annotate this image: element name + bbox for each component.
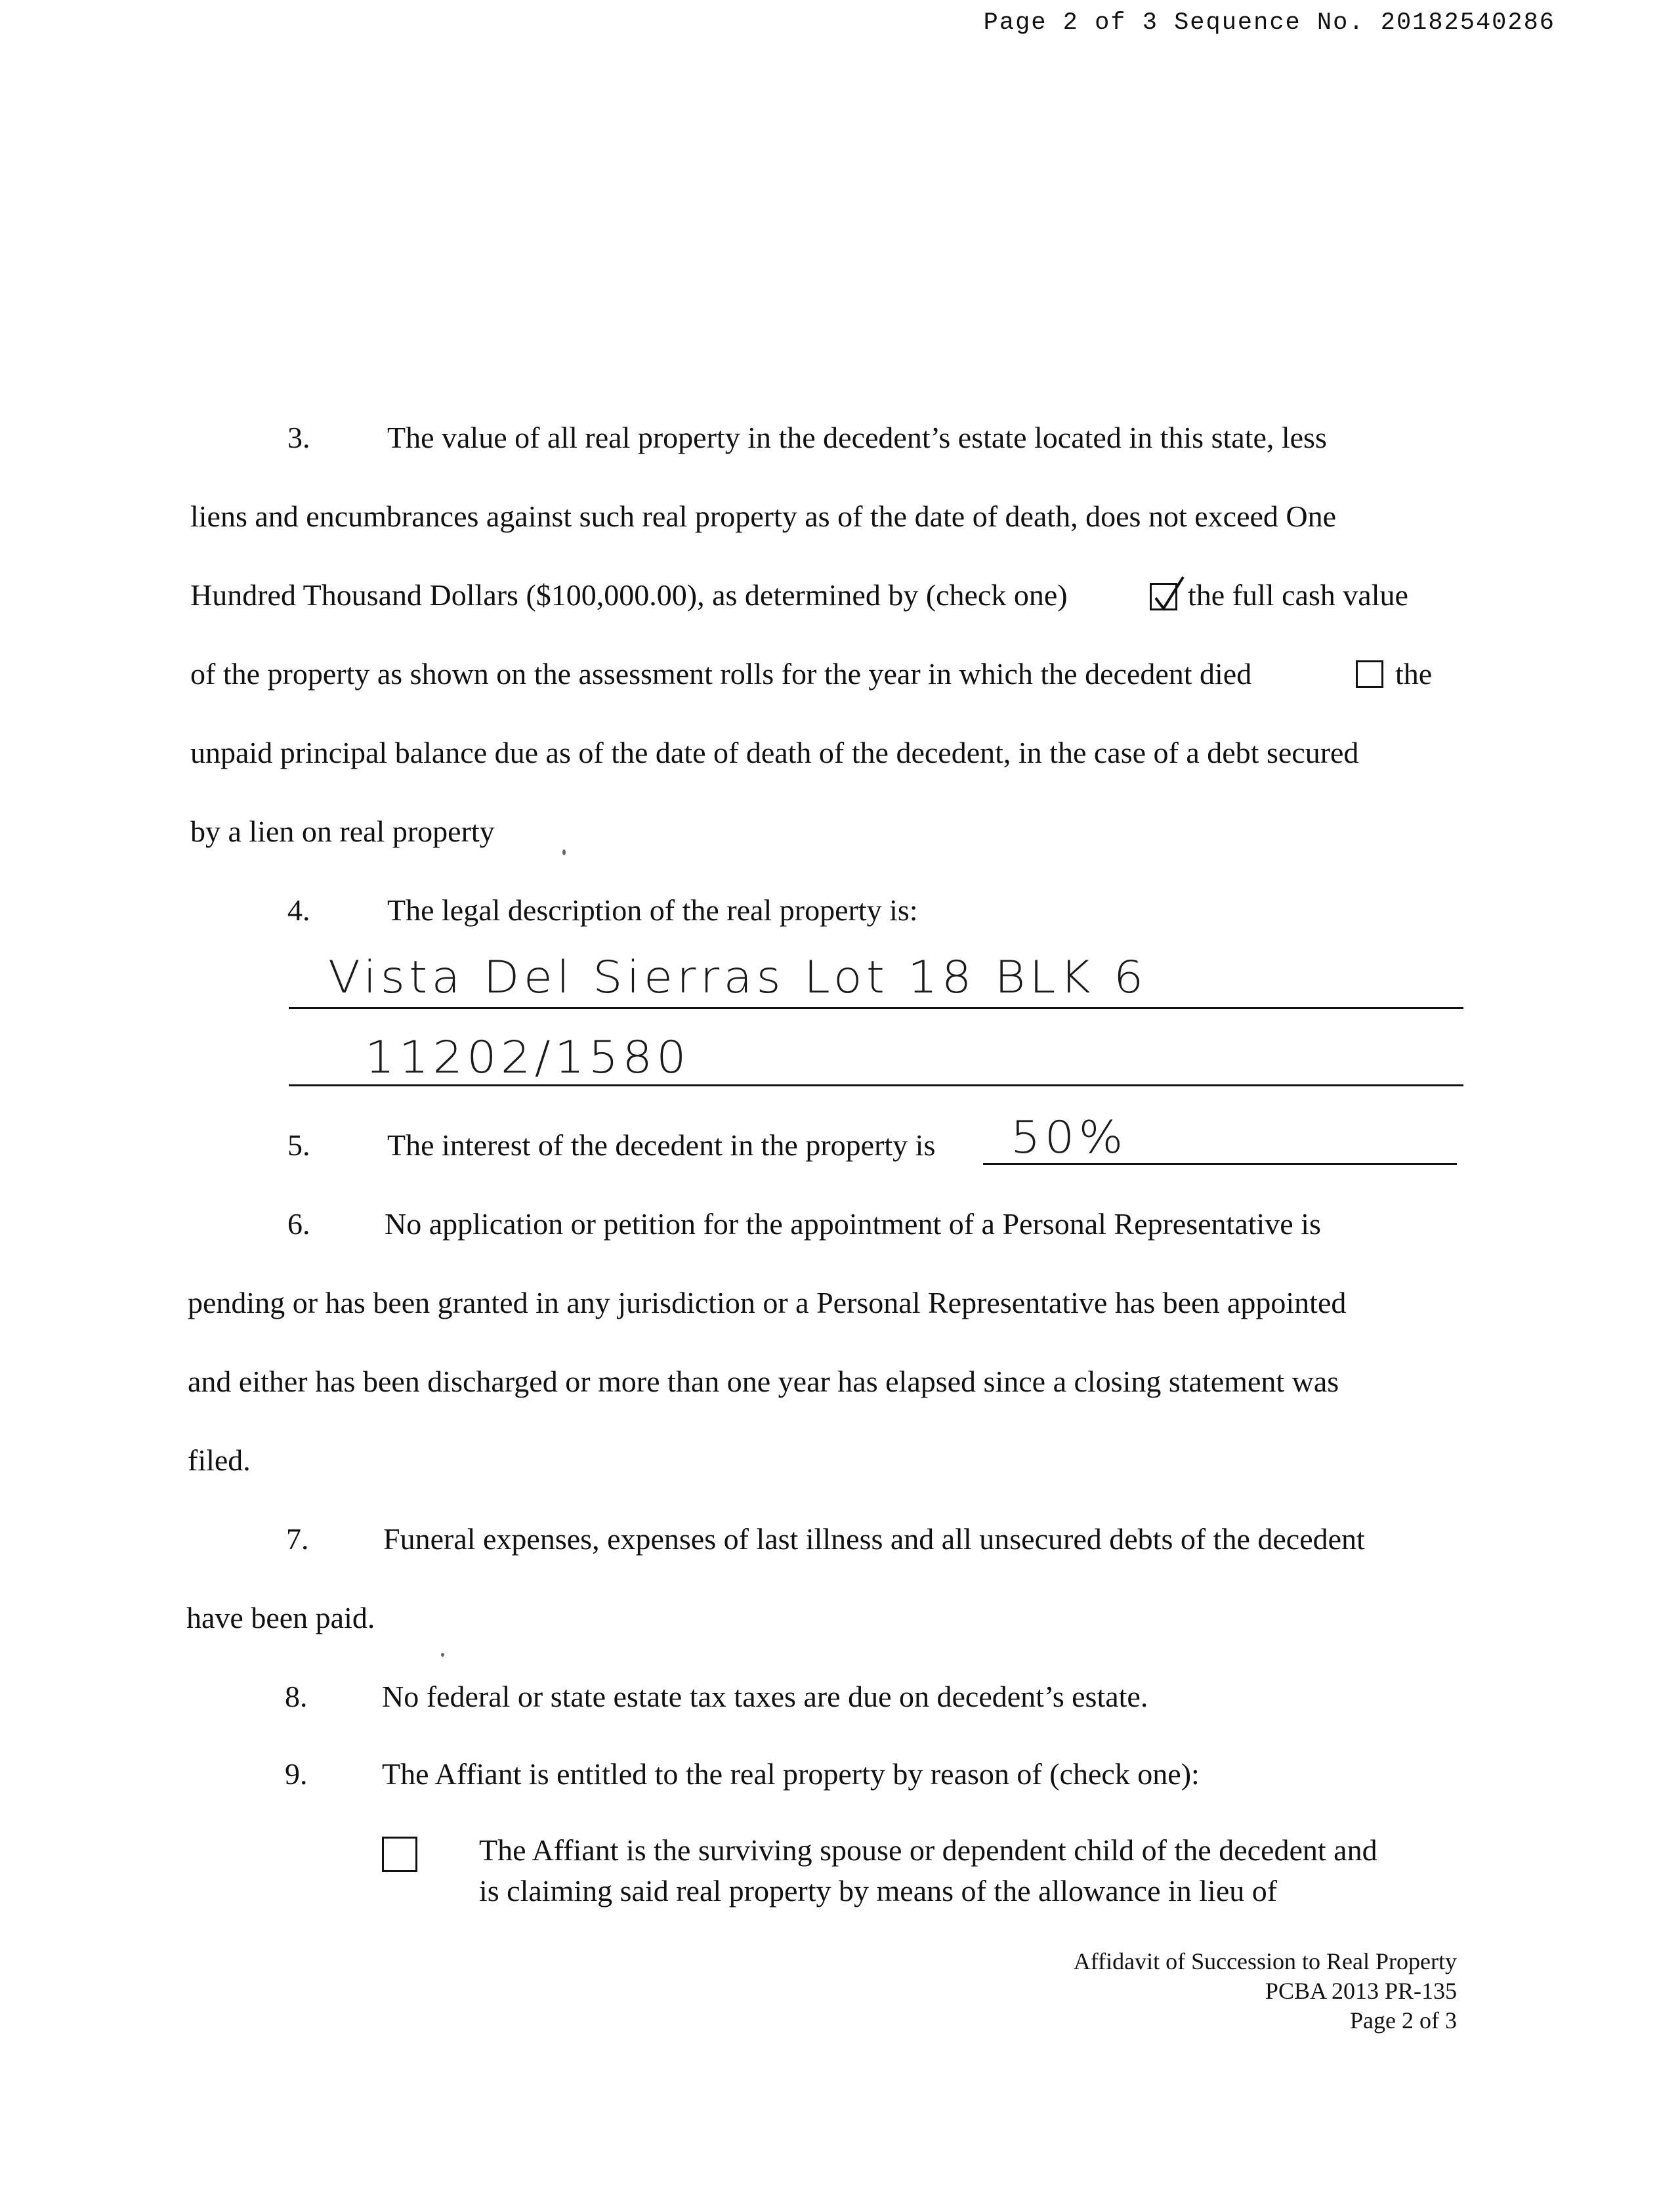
legal-description-rule-2 [289, 1084, 1463, 1086]
para9-number: 9. [285, 1757, 308, 1791]
form-footer [1074, 1947, 1457, 2035]
footer-form-id: PCBA 2013 PR-135 [1265, 1978, 1457, 2004]
para6-line1: No application or petition for the appointment of a Personal Representative is [385, 1207, 1321, 1241]
unpaid-principal-checkbox[interactable] [1356, 660, 1383, 688]
checkmark-icon [1149, 576, 1188, 615]
page-sequence-header: Page 2 of 3 Sequence No. 20182540286 [983, 9, 1555, 37]
legal-description-rule-1 [289, 1007, 1463, 1009]
para9-text: The Affiant is entitled to the real property by reason of (check one): [382, 1757, 1200, 1791]
legal-description-handwritten-line1: Vista Del Sierras Lot 18 BLK 6 [328, 952, 1148, 1004]
para3-line1: The value of all real property in the decedent’s estate located in this state, less [387, 421, 1327, 454]
full-cash-value-checkbox[interactable] [1150, 583, 1177, 610]
para4-number: 4. [287, 893, 310, 927]
footer-title: Affidavit of Succession to Real Property [1073, 1948, 1457, 1974]
legal-description-handwritten-line2: 11202/1580 [365, 1032, 690, 1084]
para3-line4-before: of the property as shown on the assessment rolls for the year in which the decedent died [190, 657, 1252, 691]
para5-number: 5. [287, 1128, 310, 1162]
para7-number: 7. [286, 1522, 309, 1556]
scan-speck [562, 849, 566, 855]
decedent-interest-rule [983, 1163, 1457, 1165]
para4-text: The legal description of the real property is: [387, 893, 918, 927]
footer-page: Page 2 of 3 [1350, 2007, 1457, 2034]
para6-line4: filed. [188, 1443, 251, 1477]
surviving-spouse-checkbox[interactable] [382, 1837, 417, 1872]
decedent-interest-handwritten: 50% [1011, 1112, 1127, 1164]
para8-number: 8. [285, 1680, 308, 1713]
para3-line2: liens and encumbrances against such real property as of the date of death, does not exceed One [190, 500, 1337, 533]
scan-speck [441, 1653, 444, 1657]
para7-line1: Funeral expenses, expenses of last illness and all unsecured debts of the decedent [383, 1522, 1365, 1556]
para5-text: The interest of the decedent in the property is [387, 1128, 936, 1162]
para3-line5: unpaid principal balance due as of the date of death of the decedent, in the case of a debt secured [190, 736, 1359, 769]
para6-line3: and either has been discharged or more than one year has elapsed since a closing statement was [188, 1365, 1339, 1398]
para9-option1-line1: The Affiant is the surviving spouse or dependent child of the decedent and [479, 1833, 1377, 1867]
para7-line2: have been paid. [186, 1601, 375, 1634]
para3-number: 3. [287, 421, 310, 454]
para6-number: 6. [287, 1207, 310, 1241]
para3-line4-after: the [1395, 657, 1433, 691]
para3-line6: by a lien on real property [190, 815, 495, 848]
para6-line2: pending or has been granted in any jurisdiction or a Personal Representative has been appointed [188, 1286, 1347, 1319]
para8-text: No federal or state estate tax taxes are due on decedent’s estate. [382, 1680, 1148, 1713]
para3-line3-before: Hundred Thousand Dollars ($100,000.00), as determined by (check one) [190, 578, 1068, 612]
para9-option1-line2: is claiming said real property by means of the allowance in lieu of [479, 1874, 1278, 1907]
para3-line3-after: the full cash value [1188, 578, 1408, 612]
